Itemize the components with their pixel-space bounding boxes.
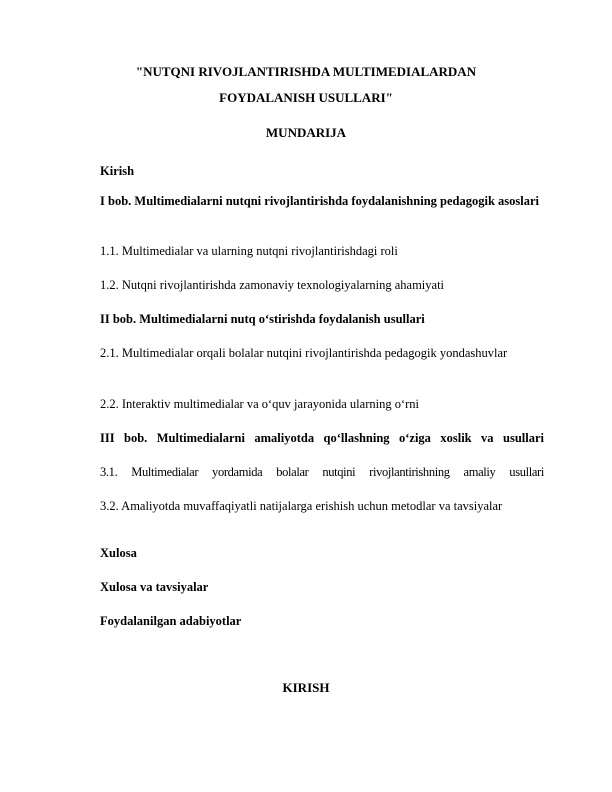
toc-item-3-1: 3.1. Multimedialar yordamida bolalar nutqini rivojlantirishning amaliy usullari bbox=[100, 465, 544, 479]
toc-item-1-2: 1.2. Nutqni rivojlantirishda zamonaviy texnologiyalarning ahamiyati bbox=[100, 278, 445, 292]
document-title-line-1: "NUTQNI RIVOJLANTIRISHDA MULTIMEDIALARDAN bbox=[135, 64, 477, 79]
toc-item-xulosa: Xulosa bbox=[100, 546, 137, 560]
document-title-line-2: FOYDALANISH USULLARI" bbox=[219, 90, 393, 105]
toc-item-adabiyotlar: Foydalanilgan adabiyotlar bbox=[100, 614, 242, 628]
toc-item-chapter-1: I bob. Multimedialarni nutqni rivojlantirishda foydalanishning pedagogik asoslari bbox=[100, 194, 539, 208]
toc-item-xulosa-tavsiyalar: Xulosa va tavsiyalar bbox=[100, 580, 209, 594]
toc-item-kirish: Kirish bbox=[100, 164, 135, 178]
toc-item-chapter-2: II bob. Multimedialarni nutq o‘stirishda foydalanish usullari bbox=[100, 312, 425, 326]
section-heading-kirish: KIRISH bbox=[282, 680, 330, 695]
toc-item-2-1: 2.1. Multimedialar orqali bolalar nutqini rivojlantirishda pedagogik yondashuvlar bbox=[100, 346, 508, 360]
toc-item-3-2: 3.2. Amaliyotda muvaffaqiyatli natijalarga erishish uchun metodlar va tavsiyalar bbox=[100, 499, 503, 513]
toc-item-chapter-3: III bob. Multimedialarni amaliyotda qo‘llashning o‘ziga xoslik va usullari bbox=[100, 431, 544, 445]
toc-item-1-1: 1.1. Multimedialar va ularning nutqni rivojlantirishdagi roli bbox=[100, 244, 398, 258]
toc-item-2-2: 2.2. Interaktiv multimedialar va o‘quv jarayonida ularning o‘rni bbox=[100, 397, 420, 411]
contents-heading: MUNDARIJA bbox=[265, 125, 347, 140]
